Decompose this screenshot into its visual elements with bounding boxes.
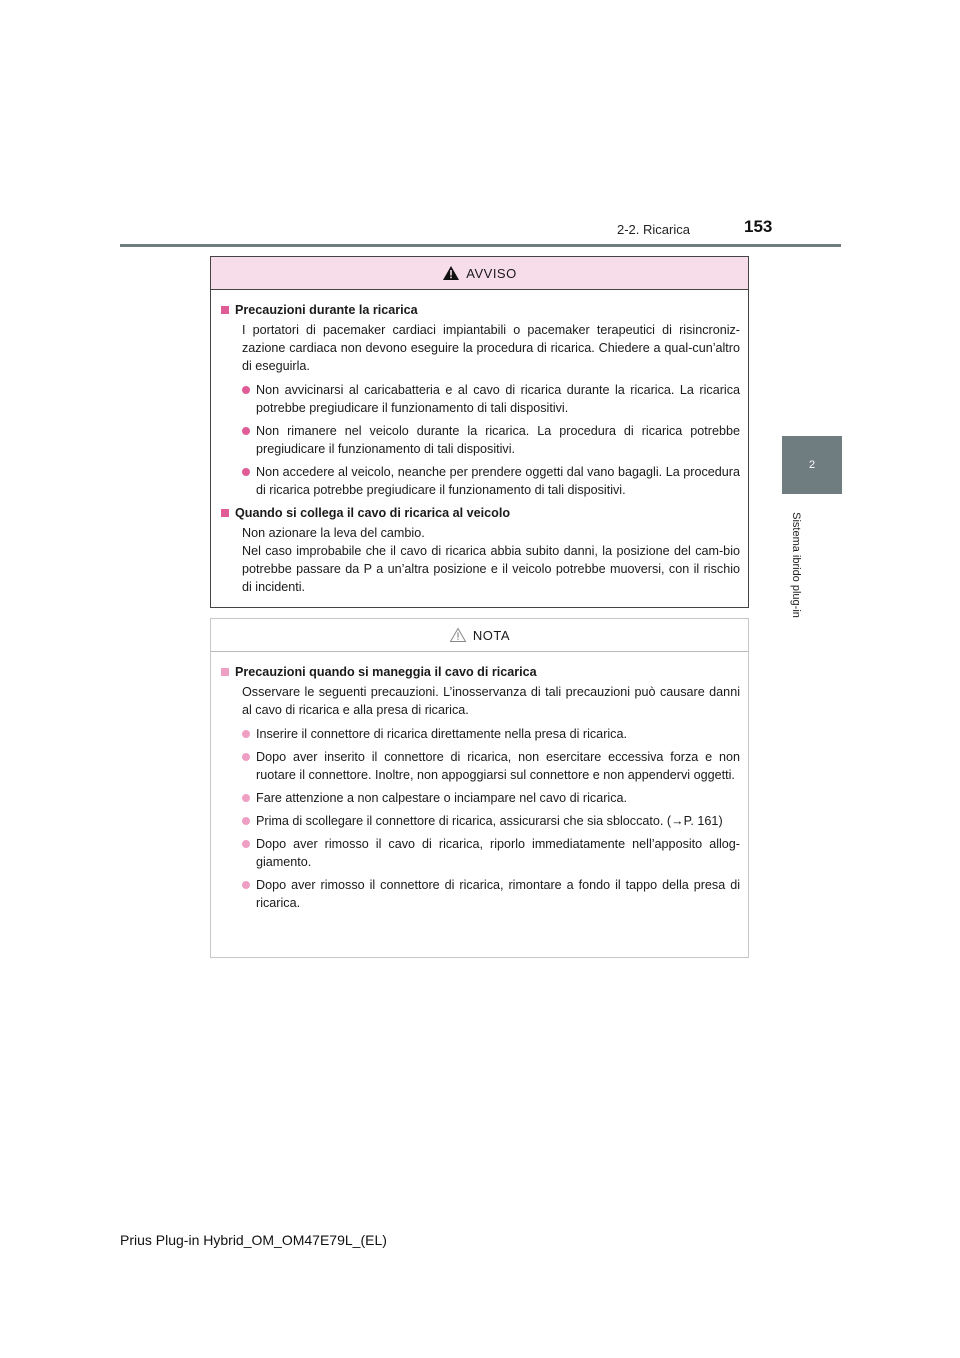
warning-header bbox=[211, 257, 748, 290]
page-number: 153 bbox=[744, 217, 773, 236]
note-bullet-text: Dopo aver inserito il connettore di ricarica, non esercitare eccessiva forza e non ruotare il connettore. Inoltre, non appoggiarsi sul connettore e non appendervi oggetti. bbox=[256, 750, 740, 782]
warning-item-heading bbox=[219, 504, 740, 522]
note-bullet bbox=[242, 725, 740, 743]
note-bullet bbox=[242, 789, 740, 807]
warning-item-text: I portatori di pacemaker cardiaci impiantabili o pacemaker terapeutici di risincroniz-zazione cardiaca non devono eseguire la procedura di ricarica. Chiedere a qual-cun’altro di eseguirla. bbox=[242, 323, 740, 373]
warning-bullet bbox=[242, 463, 740, 499]
section-label: 2-2. Ricarica bbox=[617, 222, 690, 237]
note-item-text: Osservare le seguenti precauzioni. L’inosservanza di tali precauzioni può causare danni al cavo di ricarica e alla presa di ricarica. bbox=[242, 685, 740, 717]
circle-bullet-icon bbox=[242, 730, 250, 738]
chapter-side-label bbox=[788, 500, 804, 630]
circle-bullet-icon bbox=[242, 794, 250, 802]
warning-bullet-text: Non rimanere nel veicolo durante la ricarica. La procedura di ricarica potrebbe pregiudicare il funzionamento di tali dispositivi. bbox=[256, 424, 740, 456]
square-bullet-icon bbox=[221, 668, 229, 676]
circle-bullet-icon bbox=[242, 753, 250, 761]
warning-box bbox=[210, 256, 749, 608]
circle-bullet-icon bbox=[242, 817, 250, 825]
square-bullet-icon bbox=[221, 306, 229, 314]
note-bullet-text: Fare attenzione a non calpestare o inciampare nel cavo di ricarica. bbox=[256, 791, 628, 805]
warning-item-heading bbox=[219, 301, 740, 319]
document-footer: Prius Plug-in Hybrid_OM_OM47E79L_(EL) bbox=[120, 1232, 387, 1248]
chapter-side-label-text: Sistema ibrido plug-in bbox=[790, 512, 802, 618]
note-bullet-text: Dopo aver rimosso il connettore di ricarica, rimontare a fondo il tappo della presa di ricarica. bbox=[256, 878, 740, 910]
note-header bbox=[211, 619, 748, 652]
header-rule bbox=[120, 244, 841, 247]
warning-item-title: Quando si collega il cavo di ricarica al veicolo bbox=[235, 506, 511, 520]
note-bullet bbox=[242, 876, 740, 912]
note-body bbox=[211, 652, 748, 912]
warning-bullet bbox=[242, 422, 740, 458]
circle-bullet-icon bbox=[242, 881, 250, 889]
warning-bullet bbox=[242, 381, 740, 417]
note-bullet bbox=[242, 812, 740, 830]
warning-item-text: Non azionare la leva del cambio. bbox=[242, 526, 425, 540]
note-bullet-text: Dopo aver rimosso il cavo di ricarica, riporlo immediatamente nell’apposito allog-giamento. bbox=[256, 837, 740, 869]
warning-triangle-icon bbox=[442, 265, 460, 281]
square-bullet-icon bbox=[221, 509, 229, 517]
circle-bullet-icon bbox=[242, 840, 250, 848]
warning-bullet-text: Non accedere al veicolo, neanche per prendere oggetti dal vano bagagli. La procedura di ricarica potrebbe pregiudicare il funzionamento di tali dispositivi. bbox=[256, 465, 740, 497]
warning-bullet-text: Non avvicinarsi al caricabatteria e al cavo di ricarica durante la ricarica. La ricarica potrebbe pregiudicare il funzionamento di tali dispositivi. bbox=[256, 383, 740, 415]
note-bullet-text: Inserire il connettore di ricarica direttamente nella presa di ricarica. bbox=[256, 727, 627, 741]
circle-bullet-icon bbox=[242, 468, 250, 476]
note-box bbox=[210, 618, 749, 958]
note-title: NOTA bbox=[472, 627, 511, 643]
circle-bullet-icon bbox=[242, 427, 250, 435]
warning-item-text: Nel caso improbabile che il cavo di ricarica abbia subito danni, la posizione del cam-bio potrebbe passare da P a un’altra posizione e il veicolo potrebbe muoversi, con il rischio di incidenti. bbox=[242, 544, 740, 594]
warning-body bbox=[211, 290, 748, 596]
warning-title: AVVISO bbox=[466, 265, 517, 281]
note-bullet bbox=[242, 748, 740, 784]
note-item-heading bbox=[219, 663, 740, 681]
circle-bullet-icon bbox=[242, 386, 250, 394]
note-item-title: Precauzioni quando si maneggia il cavo di ricarica bbox=[235, 665, 537, 679]
caution-triangle-icon bbox=[449, 627, 467, 643]
chapter-tab: 2 bbox=[782, 436, 842, 494]
note-bullet bbox=[242, 835, 740, 871]
warning-item-title: Precauzioni durante la ricarica bbox=[235, 303, 418, 317]
note-bullet-text: Prima di scollegare il connettore di ricarica, assicurarsi che sia sbloccato. (→P. 161) bbox=[256, 814, 723, 828]
